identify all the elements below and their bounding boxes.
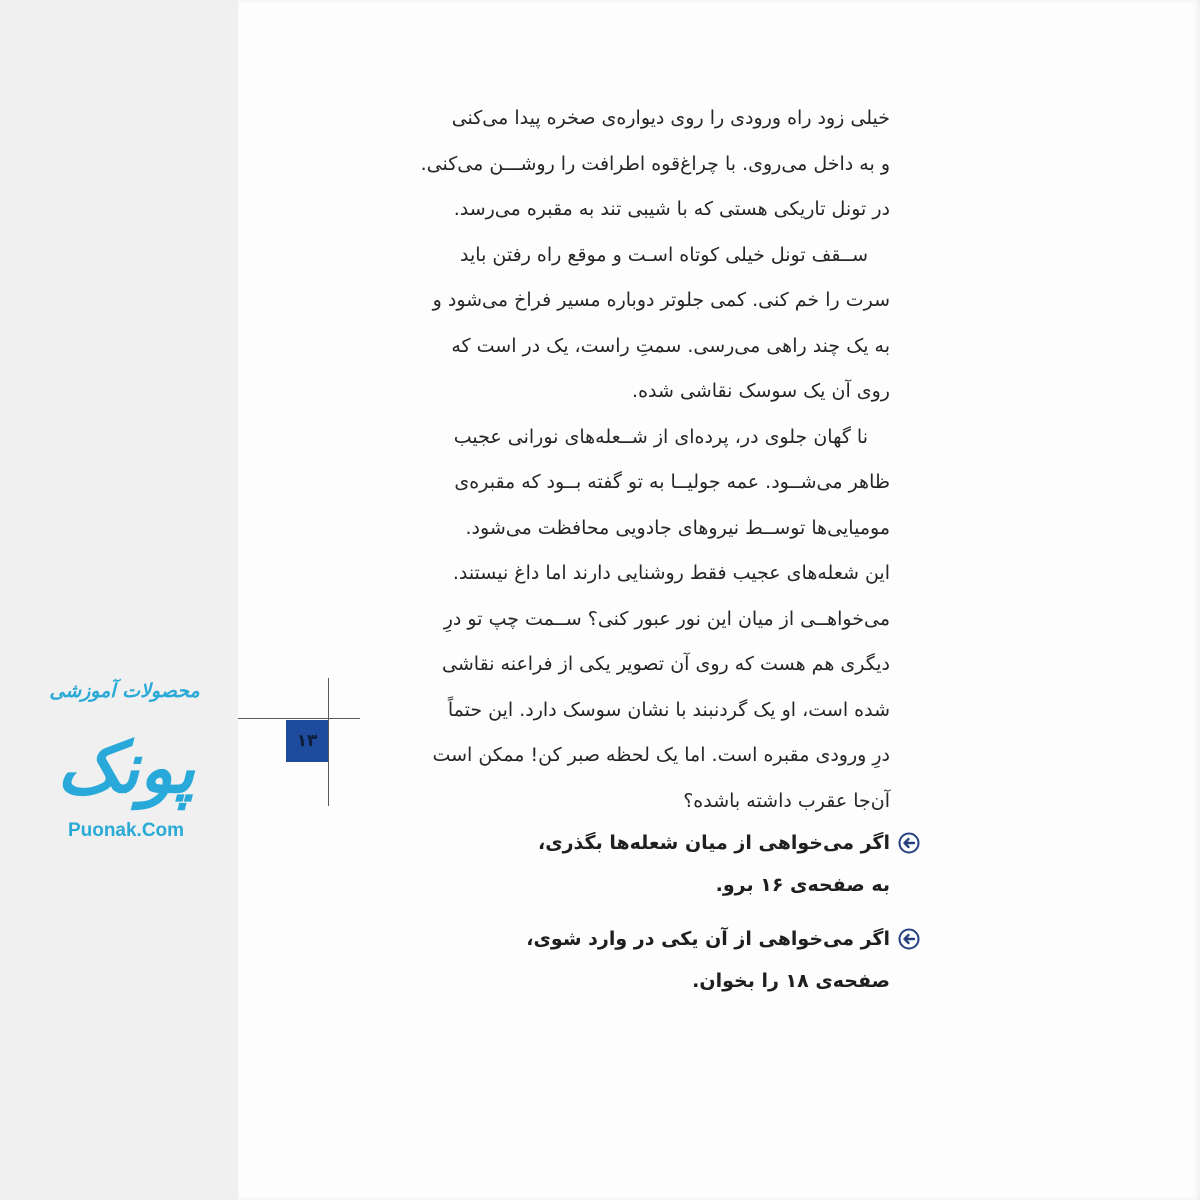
- choice-item-flames[interactable]: اگر می‌خواهی از میان شعله‌ها بگذری، به صفحه‌ی ۱۶ برو.: [540, 822, 920, 906]
- brand-logo: پونک: [57, 727, 195, 809]
- page-number: ۱۳: [286, 720, 328, 762]
- background-strip: [0, 0, 238, 1200]
- paragraph-2: ســقف تونل خیلی کوتاه اسـت و موقع راه رفتن باید سرت را خم کنی. کمی جلوتر دوباره مسیر فراخ می‌شود و به یک چند راهی می‌رسی. سمتِ راست، یک در است که روی آن یک سوسک نقاشی شده.: [432, 243, 890, 402]
- paragraph-1: خیلی زود راه ورودی را روی دیواره‌ی صخره پیدا می‌کنی و به داخل می‌روی. با چراغ‌قوه اطرافت را روشـــن می‌کنی. در تونل تاریکی هستی که با شیبی تند به مقبره می‌رسد.: [420, 107, 890, 220]
- brand-website: Puonak.Com: [67, 820, 185, 841]
- choice-list: [526, 822, 920, 1014]
- crop-mark-vertical: [328, 678, 329, 806]
- story-text: [370, 96, 890, 824]
- paragraph-3: نا گهان جلوی در، پرده‌ای از شــعله‌های نورانی عجیب ظاهر می‌شــود. عمه جولیــا به تو گفته بــود که مقبره‌ی مومیایی‌ها توســط نیروهای جادویی محافظت می‌شود. این شعله‌های عجیب فقط روشنایی دارند اما داغ نیستند. می‌خواهــی از میان این نور عبور کنی؟ ســمت چپ تو درِ دیگری هم هست که روی آن تصویر یکی از فراعنه نقاشی شده است، او یک گردنبند با نشان سوسک دارد. این حتماً درِ ورودی مقبره است. اما یک لحظه صبر کن! ممکن است آن‌جا عقرب داشته باشده؟: [432, 425, 890, 812]
- crop-mark-horizontal: [238, 718, 360, 719]
- arrow-left-circle-icon: [898, 928, 920, 950]
- arrow-left-circle-icon: [898, 832, 920, 854]
- choice-item-door[interactable]: اگر می‌خواهی از آن یکی در وارد شوی، صفحه‌ی ۱۸ را بخوان.: [540, 918, 920, 1002]
- brand-tagline: محصولات آموزشی: [49, 680, 200, 702]
